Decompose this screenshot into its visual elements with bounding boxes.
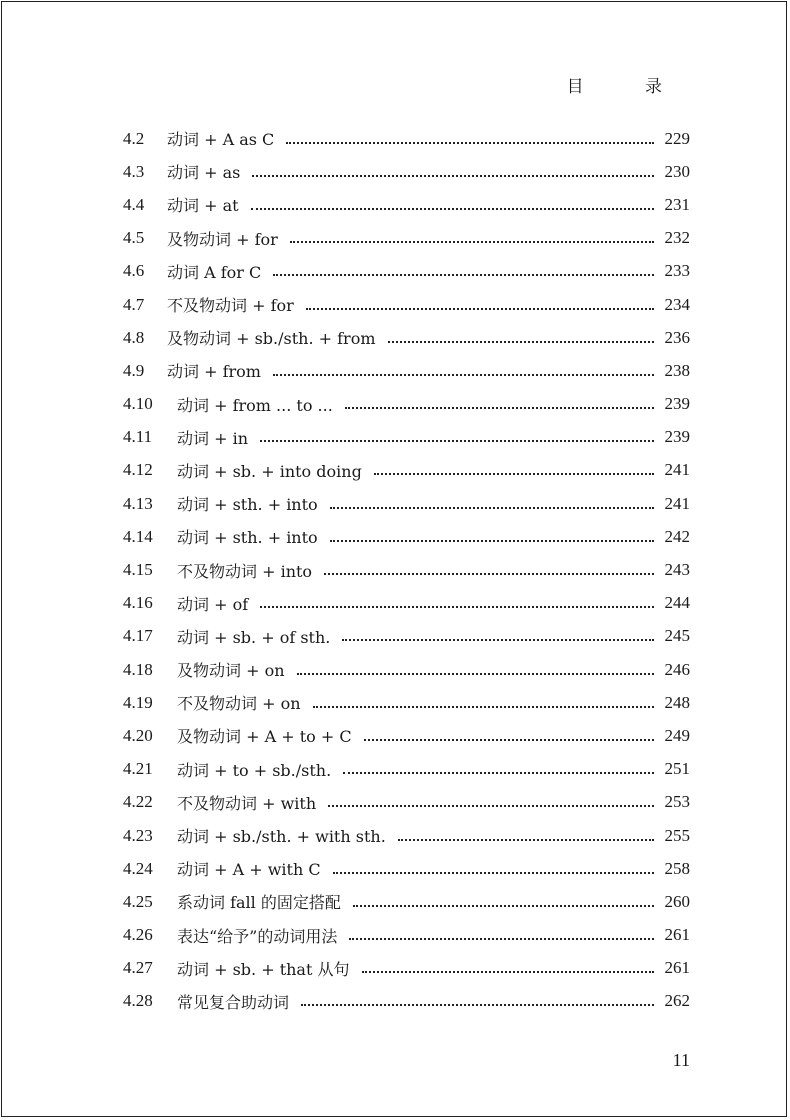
toc-entry-title: 动词 + sth. + into — [177, 528, 318, 548]
toc-entry-number: 4.20 — [123, 725, 153, 745]
toc-entry-page: 249 — [664, 725, 690, 745]
toc-entry-title: 动词 + sb. + that 从句 — [177, 959, 350, 979]
toc-entry-title: 不及物动词 + with — [177, 793, 317, 813]
toc-entry — [123, 952, 690, 985]
dot-leader — [333, 872, 654, 874]
toc-entry-title: 表达“给予”的动词用法 — [177, 926, 338, 946]
toc-entry — [123, 753, 690, 786]
toc-entry-page: 239 — [664, 394, 690, 414]
toc-entry-page: 243 — [664, 560, 690, 580]
toc-entry-page: 261 — [664, 925, 690, 945]
toc-entry-title: 动词 + in — [177, 428, 249, 448]
toc-entry — [123, 786, 690, 819]
toc-entry — [123, 122, 690, 155]
toc-entry — [123, 188, 690, 221]
toc-entry-number: 4.2 — [123, 128, 145, 148]
toc-entry-number: 4.25 — [123, 891, 153, 911]
toc-entry-page: 233 — [664, 261, 690, 281]
toc-entry-title: 及物动词 + sb./sth. + from — [167, 329, 376, 349]
dot-leader — [260, 606, 654, 608]
toc-entry-number: 4.15 — [123, 560, 153, 580]
toc-entry-number: 4.22 — [123, 792, 153, 812]
dot-leader — [273, 274, 654, 276]
toc-entry-number: 4.10 — [123, 394, 153, 414]
dot-leader — [313, 706, 654, 708]
toc-entry-number: 4.23 — [123, 825, 153, 845]
dot-leader — [297, 673, 654, 675]
dot-leader — [362, 971, 655, 973]
dot-leader — [342, 639, 654, 641]
dot-leader — [374, 473, 654, 475]
toc-entry-number: 4.5 — [123, 228, 145, 248]
dot-leader — [251, 208, 654, 210]
toc-entry-title: 动词 + from ... to ... — [177, 395, 333, 415]
toc-entry-number: 4.12 — [123, 460, 153, 480]
toc-entry — [123, 819, 690, 852]
toc-entry — [123, 388, 690, 421]
toc-entry-page: 232 — [664, 228, 690, 248]
dot-leader — [306, 308, 654, 310]
dot-leader — [343, 772, 654, 774]
dot-leader — [301, 1004, 654, 1006]
toc-entry-page: 253 — [664, 792, 690, 812]
toc-entry-title: 动词 + sb./sth. + with sth. — [177, 827, 386, 847]
toc-entry-number: 4.19 — [123, 692, 153, 712]
toc-entry-title: 动词 + as — [167, 163, 241, 183]
toc-entry — [123, 653, 690, 686]
toc-entry — [123, 587, 690, 620]
dot-leader — [252, 175, 654, 177]
toc-entry-number: 4.8 — [123, 327, 145, 347]
toc-entry-title: 动词 + sth. + into — [177, 495, 318, 515]
toc-entry-number: 4.24 — [123, 858, 153, 878]
toc-entry — [123, 155, 690, 188]
toc-entry-page: 251 — [664, 759, 690, 779]
toc-entry — [123, 288, 690, 321]
toc-entry-page: 262 — [664, 991, 690, 1011]
toc-entry — [123, 852, 690, 885]
toc-entry-title: 常见复合助动词 — [177, 992, 290, 1012]
toc-entry-page: 236 — [664, 327, 690, 347]
toc-entry-page: 255 — [664, 825, 690, 845]
toc-entry-title: 不及物动词 + on — [177, 694, 301, 714]
toc-entry — [123, 454, 690, 487]
dot-leader — [349, 938, 654, 940]
toc-entry-page: 230 — [664, 161, 690, 181]
toc-entry-number: 4.27 — [123, 958, 153, 978]
toc-entry-title: 动词 A for C — [167, 262, 262, 282]
toc-entry — [123, 985, 690, 1018]
toc-entry-title: 不及物动词 + into — [177, 561, 313, 581]
toc-entry-number: 4.4 — [123, 194, 145, 214]
dot-leader — [290, 241, 654, 243]
running-head: 目 录 — [566, 77, 690, 97]
toc-entry — [123, 255, 690, 288]
toc-entry-page: 258 — [664, 858, 690, 878]
toc-entry-page: 244 — [664, 593, 690, 613]
dot-leader — [353, 905, 654, 907]
toc-entry — [123, 520, 690, 553]
toc-entry-page: 241 — [664, 493, 690, 513]
dot-leader — [328, 805, 654, 807]
toc-entry-title: 动词 + to + sb./sth. — [177, 760, 332, 780]
toc-entry-number: 4.7 — [123, 294, 145, 314]
toc-entry-page: 239 — [664, 427, 690, 447]
table-of-contents — [123, 122, 690, 1018]
toc-entry — [123, 686, 690, 719]
toc-entry-number: 4.16 — [123, 593, 153, 613]
toc-entry-number: 4.13 — [123, 493, 153, 513]
dot-leader — [330, 540, 654, 542]
toc-entry-page: 246 — [664, 659, 690, 679]
toc-entry-title: 及物动词 + on — [177, 661, 285, 681]
toc-entry-title: 系动词 fall 的固定搭配 — [177, 893, 341, 913]
toc-entry-number: 4.26 — [123, 925, 153, 945]
toc-entry-number: 4.11 — [123, 427, 153, 447]
toc-entry-page: 248 — [664, 692, 690, 712]
dot-leader — [260, 440, 654, 442]
dot-leader — [398, 839, 654, 841]
toc-entry-title: 动词 + A as C — [167, 130, 275, 150]
dot-leader — [364, 739, 654, 741]
dot-leader — [388, 341, 655, 343]
toc-entry-number: 4.3 — [123, 161, 145, 181]
dot-leader — [286, 142, 654, 144]
toc-entry-page: 261 — [664, 958, 690, 978]
page-number: 11 — [672, 1050, 690, 1070]
dot-leader — [330, 507, 654, 509]
toc-entry — [123, 354, 690, 387]
toc-entry-page: 245 — [664, 626, 690, 646]
toc-entry-number: 4.28 — [123, 991, 153, 1011]
toc-entry-number: 4.21 — [123, 759, 153, 779]
toc-entry — [123, 719, 690, 752]
toc-entry-page: 242 — [664, 526, 690, 546]
toc-entry-title: 动词 + sb. + into doing — [177, 461, 362, 481]
toc-entry-page: 234 — [664, 294, 690, 314]
toc-entry-title: 及物动词 + for — [167, 229, 278, 249]
toc-entry-title: 动词 + at — [167, 196, 239, 216]
toc-entry — [123, 620, 690, 653]
toc-entry-title: 动词 + A + with C — [177, 860, 321, 880]
toc-entry-page: 231 — [664, 194, 690, 214]
toc-entry-number: 4.17 — [123, 626, 153, 646]
toc-entry — [123, 487, 690, 520]
toc-entry — [123, 321, 690, 354]
dot-leader — [345, 407, 654, 409]
dot-leader — [324, 573, 654, 575]
toc-entry-page: 241 — [664, 460, 690, 480]
toc-entry-number: 4.14 — [123, 526, 153, 546]
toc-entry — [123, 421, 690, 454]
toc-entry-number: 4.18 — [123, 659, 153, 679]
toc-entry-number: 4.9 — [123, 360, 145, 380]
toc-entry-number: 4.6 — [123, 261, 145, 281]
toc-entry — [123, 885, 690, 918]
toc-entry-title: 及物动词 + A + to + C — [177, 727, 352, 747]
toc-entry-page: 238 — [664, 360, 690, 380]
toc-entry-page: 229 — [664, 128, 690, 148]
toc-entry-title: 动词 + sb. + of sth. — [177, 627, 331, 647]
toc-entry-page: 260 — [664, 891, 690, 911]
toc-entry-title: 动词 + from — [167, 362, 261, 382]
toc-entry-title: 动词 + of — [177, 594, 249, 614]
toc-entry — [123, 553, 690, 586]
dot-leader — [273, 374, 654, 376]
toc-entry-title: 不及物动词 + for — [167, 296, 294, 316]
toc-entry — [123, 222, 690, 255]
toc-entry — [123, 919, 690, 952]
